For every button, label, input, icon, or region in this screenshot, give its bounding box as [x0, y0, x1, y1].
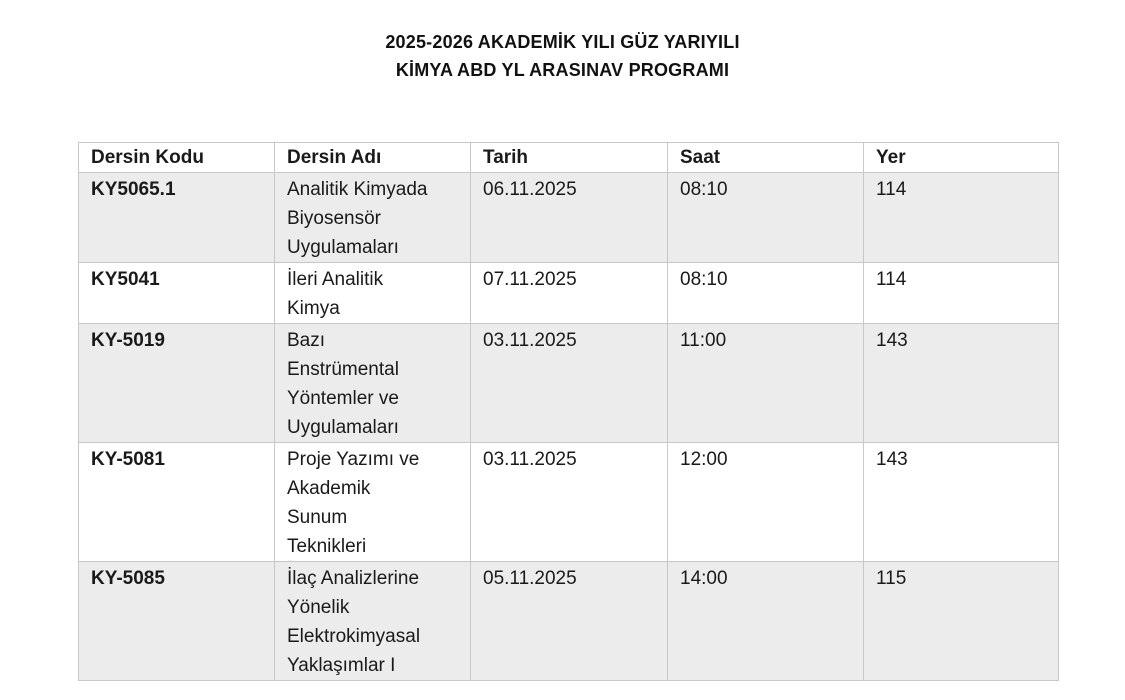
date-cell: 07.11.2025 [471, 263, 668, 324]
course-code-cell: KY-5085 [79, 562, 275, 681]
column-header-course-name: Dersin Adı [275, 143, 471, 173]
column-header-place: Yer [864, 143, 1059, 173]
course-name-line: İleri Analitik [287, 269, 384, 290]
course-name-line: Biyosensör [287, 208, 381, 229]
course-name-line: Teknikleri [287, 536, 367, 557]
course-name-line: Elektrokimyasal [287, 626, 421, 647]
time-cell: 12:00 [668, 443, 864, 562]
course-name-line: Akademik [287, 478, 371, 499]
course-name-line: Uygulamaları [287, 417, 399, 438]
date-cell: 03.11.2025 [471, 443, 668, 562]
course-code-cell: KY5041 [79, 263, 275, 324]
table-row [79, 324, 1059, 443]
column-header-time: Saat [668, 143, 864, 173]
time-cell: 08:10 [668, 263, 864, 324]
table-row [79, 173, 1059, 263]
place-cell: 115 [864, 562, 1059, 681]
course-name-line: İlaç Analizlerine [287, 568, 420, 589]
course-name-line: Yöntemler ve [287, 388, 399, 409]
place-cell: 143 [864, 324, 1059, 443]
course-name-line: Uygulamaları [287, 237, 399, 258]
course-name-line: Bazı [287, 330, 326, 351]
course-name-line: Kimya [287, 298, 340, 319]
course-name-line: Enstrümental [287, 359, 399, 380]
table-row [79, 263, 1059, 324]
title-line-2: KİMYA ABD YL ARASINAV PROGRAMI [395, 60, 730, 80]
time-cell: 08:10 [668, 173, 864, 263]
course-code-cell: KY5065.1 [79, 173, 275, 263]
date-cell: 03.11.2025 [471, 324, 668, 443]
place-cell: 143 [864, 443, 1059, 562]
course-code-cell: KY-5019 [79, 324, 275, 443]
course-name-cell [275, 562, 471, 681]
place-cell: 114 [864, 173, 1059, 263]
table-row [79, 443, 1059, 562]
exam-schedule-table [78, 142, 1059, 681]
date-cell: 06.11.2025 [471, 173, 668, 263]
column-header-course-code: Dersin Kodu [79, 143, 275, 173]
column-header-date: Tarih [471, 143, 668, 173]
course-name-cell [275, 324, 471, 443]
course-name-line: Yönelik [287, 597, 350, 618]
course-name-cell [275, 443, 471, 562]
course-name-cell [275, 173, 471, 263]
time-cell: 11:00 [668, 324, 864, 443]
course-name-cell [275, 263, 471, 324]
date-cell: 05.11.2025 [471, 562, 668, 681]
time-cell: 14:00 [668, 562, 864, 681]
table-row [79, 562, 1059, 681]
table-header-row [79, 143, 1059, 173]
place-cell: 114 [864, 263, 1059, 324]
title-line-1: 2025-2026 AKADEMİK YILI GÜZ YARIYILI [385, 32, 740, 52]
course-name-line: Yaklaşımlar I [287, 655, 396, 676]
course-name-line: Proje Yazımı ve [287, 449, 420, 470]
course-name-line: Analitik Kimyada [287, 179, 428, 200]
course-name-line: Sunum [287, 507, 348, 528]
course-code-cell: KY-5081 [79, 443, 275, 562]
document-header [0, 28, 1125, 84]
